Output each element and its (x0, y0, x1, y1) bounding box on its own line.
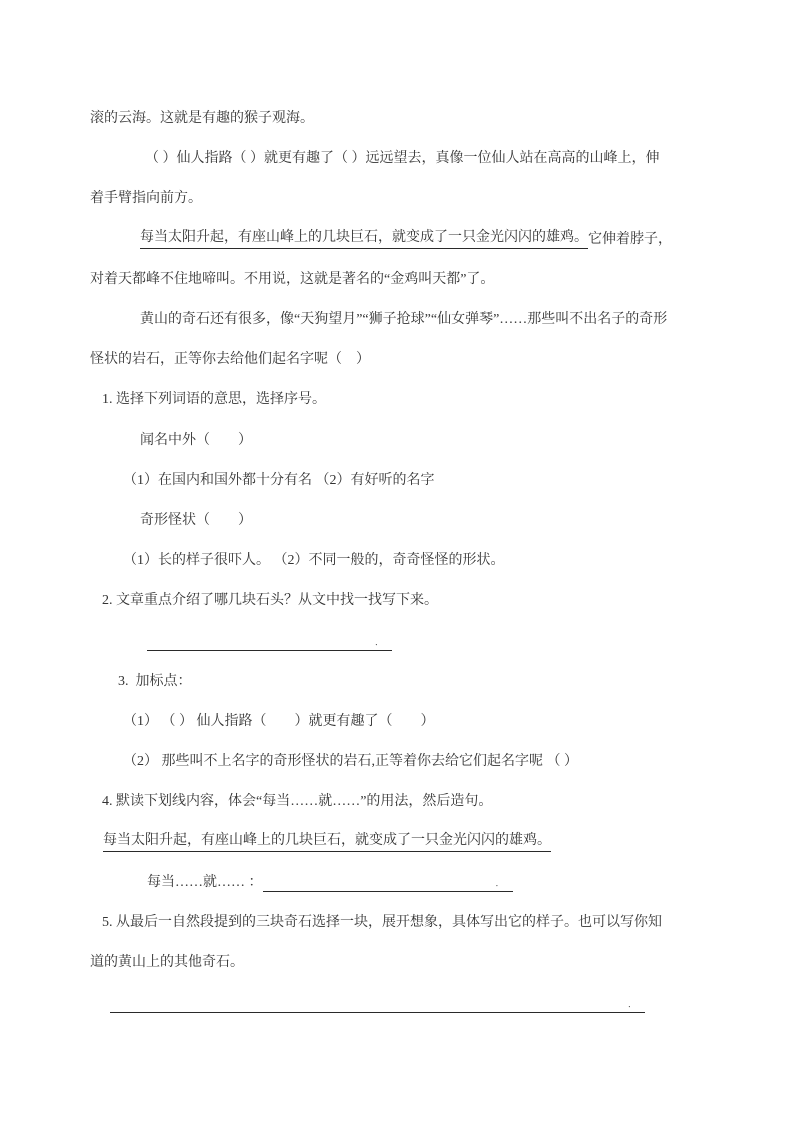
question-5-continuation (90, 941, 713, 981)
word-with-blank: 奇形怪状（ ） (140, 512, 252, 528)
word-choice-line (90, 419, 713, 459)
underlined-sentence-line (90, 820, 713, 860)
question-3-line (90, 660, 713, 700)
option-line (90, 539, 713, 579)
option-text: （1）在国内和国外都十分有名 （2）有好听的名字 (123, 472, 435, 488)
underlined-sentence: 每当太阳升起，有座山峰上的几块巨石，就变成了一只金光闪闪的雄鸡。 (103, 829, 551, 852)
sub-item-line (90, 700, 713, 740)
question-text: 4. 默读下划线内容，体会“每当……就……”的用法，然后造句。 (102, 794, 493, 810)
body-text-line (90, 298, 713, 338)
answer-blank (147, 628, 392, 651)
sub-item-text: （2） 那些叫不上名字的奇形怪状的岩石,正等着你去给它们起名字呢 （ ） (123, 754, 578, 770)
underlined-sentence-line (90, 218, 713, 258)
answer-blank-line-q5 (90, 981, 713, 1021)
body-text-line (90, 258, 713, 298)
body-text: 着手臂指向前方。 (90, 191, 202, 207)
body-text-line (90, 97, 713, 137)
question-2-line (90, 579, 713, 619)
question-4-line (90, 780, 713, 820)
answer-blank (263, 869, 513, 892)
question-text: 5. 从最后一自然段提到的三块奇石选择一块，展开想象，具体写出它的样子。也可以写你知 (102, 914, 662, 930)
body-text: 滚的云海。这就是有趣的猴子观海。 (90, 111, 314, 127)
question-text: 道的黄山上的其他奇石。 (90, 955, 244, 971)
body-text: 怪状的岩石，正等你去给他们起名字呢（ ） (90, 352, 370, 368)
tiny-period: ． (374, 637, 384, 648)
question-text: 3. 加标点： (118, 673, 192, 689)
question-text: 1. 选择下列词语的意思，选择序号。 (102, 392, 326, 408)
sub-item-line (90, 740, 713, 780)
tiny-period: ． (627, 998, 637, 1009)
body-text-line (90, 137, 713, 177)
tiny-period: ． (495, 878, 505, 889)
question-5-line (90, 901, 713, 941)
body-text: 对着天都峰不住地啼叫。不用说，这就是著名的“金鸡叫天都”了。 (90, 271, 495, 287)
underlined-sentence: 每当太阳升起，有座山峰上的几块巨石，就变成了一只金光闪闪的雄鸡。 (140, 226, 588, 249)
body-text: 它伸着脖子， (588, 231, 672, 247)
answer-blank (110, 990, 645, 1013)
body-text: （ ）仙人指路（ ）就更有趣了（ ）远远望去，真像一位仙人站在高高的山峰上，伸 (145, 151, 660, 167)
question-1-line (90, 378, 713, 418)
option-text: （1）长的样子很吓人。 （2）不同一般的，奇奇怪怪的形状。 (123, 553, 505, 569)
question-text: 2. 文章重点介绍了哪几块石头？从文中找一找写下来。 (102, 593, 438, 609)
body-text: 黄山的奇石还有很多，像“天狗望月”“狮子抢球”“仙女弹琴”……那些叫不出名子的奇形 (140, 312, 668, 328)
answer-blank-line-q2 (90, 619, 713, 659)
pattern-answer-line (90, 861, 713, 901)
word-choice-line (90, 499, 713, 539)
sub-item-text: （1） （ ） 仙人指路（ ）就更有趣了（ ） (123, 713, 435, 729)
pattern-label: 每当……就…… ： (147, 874, 263, 890)
option-line (90, 459, 713, 499)
body-text-line (90, 338, 713, 378)
word-with-blank: 闻名中外（ ） (140, 432, 252, 448)
body-text-line (90, 177, 713, 217)
